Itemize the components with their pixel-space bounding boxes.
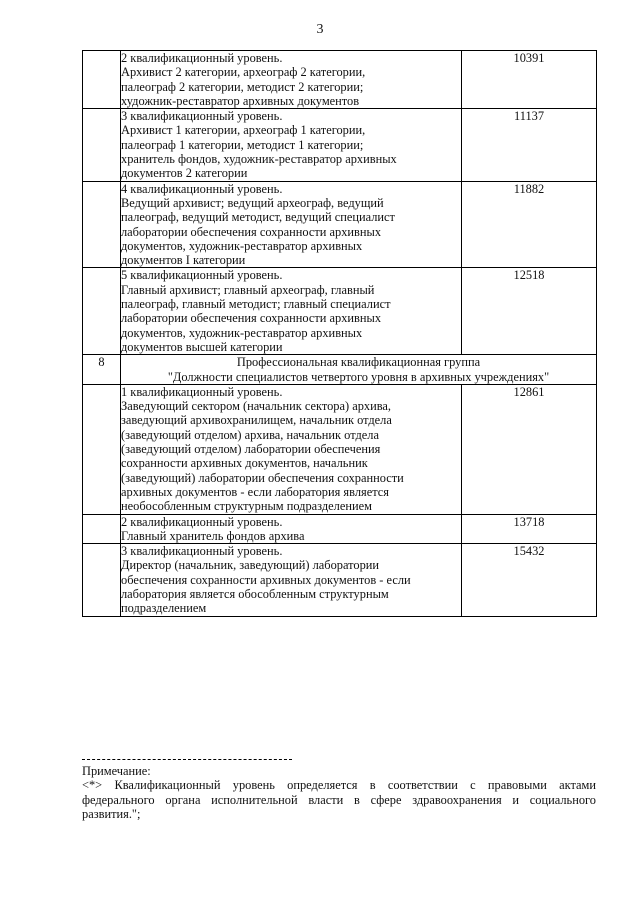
group-header-row <box>83 355 597 385</box>
cell-line: 2 квалификационный уровень. <box>121 51 283 65</box>
cell-line: (заведующий) лаборатории обеспечения сохранности <box>121 470 404 485</box>
cell-line: Архивист 1 категории, археограф 1 категории, <box>121 123 366 138</box>
footnote-text: <*> Квалификационный уровень определяется в соответствии с правовыми актами федерального органа исполнительной власти в сфере здравоохранения и социального развития."; <box>82 778 596 822</box>
qualification-cell <box>121 109 462 181</box>
row-number-cell <box>83 384 121 514</box>
cell-line: подразделением <box>121 601 207 616</box>
cell-line: лаборатории обеспечения сохранности архивных <box>121 311 382 326</box>
cell-line: документов высшей категории <box>121 339 283 354</box>
cell-line: художник-реставратор архивных документов <box>121 93 360 108</box>
cell-line: палеограф 1 категории, методист 1 категории; <box>121 137 364 152</box>
cell-line: документов, художник-реставратор архивных <box>121 325 363 340</box>
table-row <box>83 514 597 544</box>
page-number: 3 <box>316 22 324 37</box>
group-title-line: "Должности специалистов четвертого уровня в архивных учреждениях" <box>167 369 550 384</box>
cell-line: лаборатории обеспечения сохранности архивных <box>121 224 382 239</box>
cell-line: 4 квалификационный уровень. <box>121 181 283 196</box>
footnote-title: Примечание: <box>82 764 151 778</box>
salary-value: 11882 <box>462 181 597 268</box>
row-number-cell <box>83 51 121 109</box>
cell-line: лаборатория является обособленным структурным <box>121 586 389 601</box>
cell-line: 2 квалификационный уровень. <box>121 514 283 529</box>
cell-line: палеограф, ведущий методист, ведущий специалист <box>121 210 395 225</box>
cell-line: палеограф, главный методист; главный специалист <box>121 297 391 312</box>
salary-table <box>82 50 597 617</box>
cell-line: 3 квалификационный уровень. <box>121 109 283 124</box>
cell-line: Архивист 2 категории, археограф 2 категории, <box>121 65 366 80</box>
cell-line: 5 квалификационный уровень. <box>121 268 283 283</box>
cell-line: (заведующий отделом) лаборатории обеспечения <box>121 442 381 457</box>
cell-line: архивных документов - если лаборатория является <box>121 484 389 499</box>
cell-line: документов I категории <box>121 253 246 268</box>
cell-line: Заведующий сектором (начальник сектора) архива, <box>121 399 392 414</box>
cell-line: обеспечения сохранности архивных документов - если <box>121 572 411 587</box>
cell-line: палеограф 2 категории, методист 2 категории; <box>121 79 364 94</box>
table-row <box>83 181 597 268</box>
salary-value: 12518 <box>462 268 597 355</box>
qualification-cell <box>121 51 462 109</box>
cell-line: необособленным структурным подразделением <box>121 499 372 514</box>
salary-value: 11137 <box>462 109 597 181</box>
row-number-cell <box>83 514 121 544</box>
qualification-cell <box>121 384 462 514</box>
footnote <box>82 764 596 822</box>
salary-value: 13718 <box>462 514 597 544</box>
footnote-separator <box>82 759 292 760</box>
cell-line: Директор (начальник, заведующий) лаборатории <box>121 558 380 573</box>
cell-line: сохранности архивных документов, начальник <box>121 456 368 471</box>
table-row <box>83 268 597 355</box>
salary-value: 12861 <box>462 384 597 514</box>
row-number-cell <box>83 544 121 616</box>
group-number: 8 <box>83 355 121 385</box>
cell-line: хранитель фондов, художник-реставратор архивных <box>121 152 397 167</box>
salary-value: 15432 <box>462 544 597 616</box>
group-title-cell <box>121 355 597 385</box>
qualification-cell <box>121 514 462 544</box>
cell-line: Главный архивист; главный археограф, главный <box>121 282 375 297</box>
row-number-cell <box>83 109 121 181</box>
qualification-cell <box>121 181 462 268</box>
table-row <box>83 51 597 109</box>
qualification-cell <box>121 268 462 355</box>
cell-line: заведующий архивохранилищем, начальник отдела <box>121 413 392 428</box>
cell-line: Главный хранитель фондов архива <box>121 528 305 543</box>
cell-line: документов, художник-реставратор архивных <box>121 238 363 253</box>
cell-line: документов 2 категории <box>121 166 248 181</box>
row-number-cell <box>83 268 121 355</box>
table-row <box>83 384 597 514</box>
table-row <box>83 544 597 616</box>
row-number-cell <box>83 181 121 268</box>
group-title-line: Профессиональная квалификационная группа <box>236 355 481 370</box>
qualification-cell <box>121 544 462 616</box>
cell-line: Ведущий архивист; ведущий археограф, ведущий <box>121 195 384 210</box>
salary-value: 10391 <box>462 51 597 109</box>
cell-line: (заведующий отделом) архива, начальник отдела <box>121 427 379 442</box>
cell-line: 1 квалификационный уровень. <box>121 384 283 399</box>
cell-line: 3 квалификационный уровень. <box>121 544 283 559</box>
table-row <box>83 109 597 181</box>
